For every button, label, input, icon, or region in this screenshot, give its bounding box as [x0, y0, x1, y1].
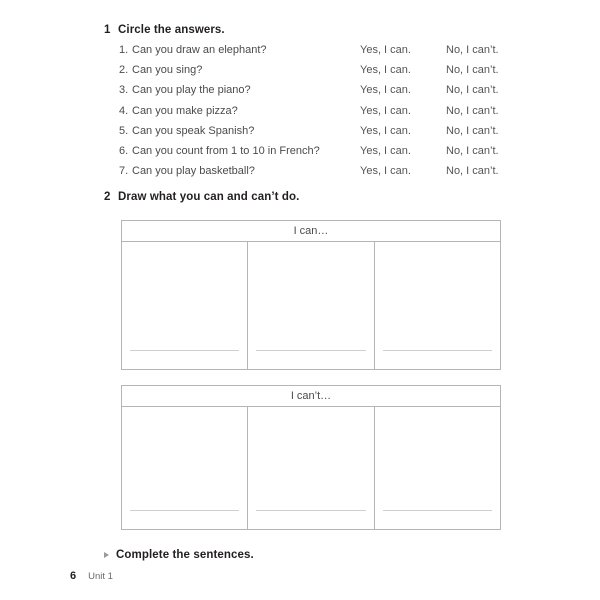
question-list	[119, 44, 519, 185]
question-text: Can you count from 1 to 10 in French?	[132, 144, 320, 157]
footer-prompt	[104, 549, 254, 561]
question-number: 3.	[119, 84, 129, 97]
page-footer	[70, 570, 113, 582]
answer-option-no[interactable]: No, I can’t.	[446, 165, 499, 178]
question-row	[119, 145, 519, 165]
draw-cell[interactable]	[375, 407, 500, 529]
draw-cell[interactable]	[122, 407, 248, 529]
unit-label: Unit 1	[88, 571, 113, 582]
answer-option-yes[interactable]: Yes, I can.	[360, 104, 411, 117]
answer-option-no[interactable]: No, I can’t.	[446, 84, 499, 97]
question-text: Can you sing?	[132, 64, 203, 77]
page-number: 6	[70, 570, 77, 582]
exercise-2-heading	[104, 191, 299, 203]
exercise-1-number: 1	[104, 24, 111, 36]
writing-line	[256, 350, 365, 351]
writing-line	[383, 350, 492, 351]
answer-option-no[interactable]: No, I can’t.	[446, 64, 499, 77]
answer-option-yes[interactable]: Yes, I can.	[360, 144, 411, 157]
question-row	[119, 105, 519, 125]
exercise-2-number: 2	[104, 191, 111, 203]
writing-line	[130, 350, 239, 351]
draw-box-cells	[122, 407, 500, 529]
draw-box-cells	[122, 242, 500, 369]
question-text: Can you play the piano?	[132, 84, 251, 97]
question-number: 4.	[119, 104, 129, 117]
draw-cell[interactable]	[248, 407, 374, 529]
answer-option-yes[interactable]: Yes, I can.	[360, 84, 411, 97]
question-text: Can you draw an elephant?	[132, 44, 267, 56]
draw-box-header: I can’t…	[122, 386, 500, 407]
draw-cell[interactable]	[375, 242, 500, 369]
answer-option-yes[interactable]: Yes, I can.	[360, 44, 411, 56]
writing-line	[383, 510, 492, 511]
question-number: 7.	[119, 165, 129, 178]
answer-option-yes[interactable]: Yes, I can.	[360, 124, 411, 137]
footer-prompt-text: Complete the sentences.	[116, 549, 254, 561]
answer-option-no[interactable]: No, I can’t.	[446, 104, 499, 117]
exercise-1-heading	[104, 24, 225, 36]
draw-cell[interactable]	[248, 242, 374, 369]
question-row	[119, 125, 519, 145]
question-row	[119, 44, 519, 64]
question-text: Can you speak Spanish?	[132, 124, 255, 137]
exercise-2-title: Draw what you can and can’t do.	[118, 191, 300, 203]
question-text: Can you make pizza?	[132, 104, 238, 117]
question-number: 2.	[119, 64, 129, 77]
question-row	[119, 84, 519, 104]
writing-line	[130, 510, 239, 511]
question-number: 6.	[119, 144, 129, 157]
answer-option-no[interactable]: No, I can’t.	[446, 144, 499, 157]
question-text: Can you play basketball?	[132, 165, 255, 178]
draw-cell[interactable]	[122, 242, 248, 369]
answer-option-no[interactable]: No, I can’t.	[446, 44, 499, 56]
draw-box-i-can	[121, 220, 501, 370]
question-row	[119, 165, 519, 185]
question-number: 5.	[119, 124, 129, 137]
question-number: 1.	[119, 44, 129, 56]
draw-box-i-cant	[121, 385, 501, 530]
writing-line	[256, 510, 365, 511]
exercise-1-title: Circle the answers.	[118, 24, 225, 36]
answer-option-yes[interactable]: Yes, I can.	[360, 165, 411, 178]
question-row	[119, 64, 519, 84]
triangle-right-icon	[104, 552, 109, 558]
answer-option-no[interactable]: No, I can’t.	[446, 124, 499, 137]
draw-box-header: I can…	[122, 221, 500, 242]
answer-option-yes[interactable]: Yes, I can.	[360, 64, 411, 77]
